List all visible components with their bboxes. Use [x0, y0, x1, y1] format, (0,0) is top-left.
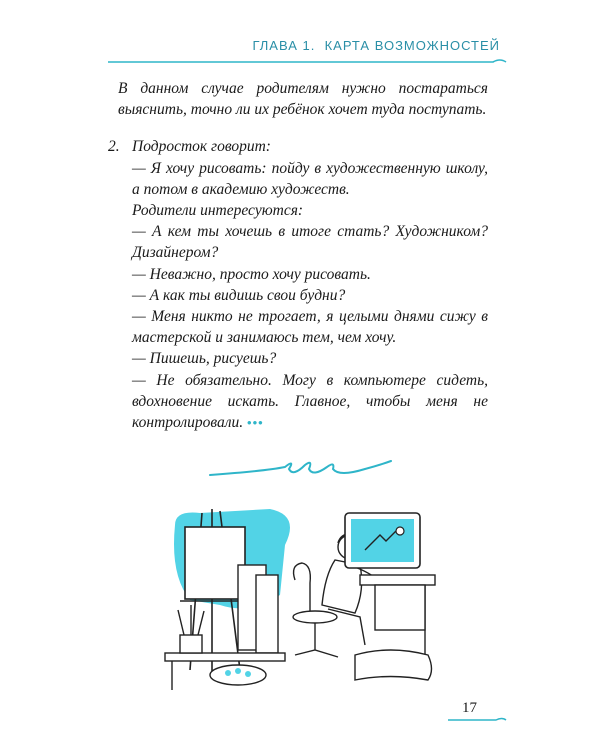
paragraph-intro: В данном случае родителям нужно постараться выяснить, точно ли их ребёнок хочет туда поступать.	[118, 80, 488, 119]
dialog-line: — Неважно, просто хочу рисовать.	[132, 265, 371, 283]
dialog-line: — А кем ты хочешь в итоге стать? Художником? Дизайнером?	[132, 223, 488, 262]
end-mark-icon: •••	[247, 415, 264, 431]
dialog-line: — А как ты видишь свои будни?	[132, 286, 346, 304]
list-lead: Подросток говорит:	[132, 138, 271, 156]
dialog-line: Родители интересуются:	[132, 202, 304, 220]
list-number: 2.	[108, 138, 120, 156]
dialog-line-text: — Не обязательно. Могу в компьютере сидеть, вдохновение искать. Главное, чтобы меня не контролировали.	[132, 371, 488, 432]
dialog-line: — Меня никто не трогает, я целыми днями сижу в мастерской и занимаюсь тем, чем хочу.	[132, 308, 488, 347]
header-underline	[108, 56, 508, 68]
main-text	[108, 78, 488, 433]
running-header	[0, 38, 600, 66]
page-number: 17	[462, 700, 477, 716]
artist-studio-illustration	[160, 505, 440, 695]
page-number-underline	[448, 716, 508, 724]
dialog-line: — Я хочу рисовать: пойду в художественную школу, а потом в академию художеств.	[132, 159, 488, 198]
header-title	[252, 38, 500, 53]
scribble-ornament-icon	[205, 455, 395, 485]
chapter-label: ГЛАВА 1.	[252, 38, 316, 53]
chapter-title: КАРТА ВОЗМОЖНОСТЕЙ	[324, 38, 500, 53]
dialog-line	[118, 370, 488, 434]
list-item-2	[108, 136, 488, 157]
dialog-line: — Пишешь, рисуешь?	[132, 350, 277, 368]
